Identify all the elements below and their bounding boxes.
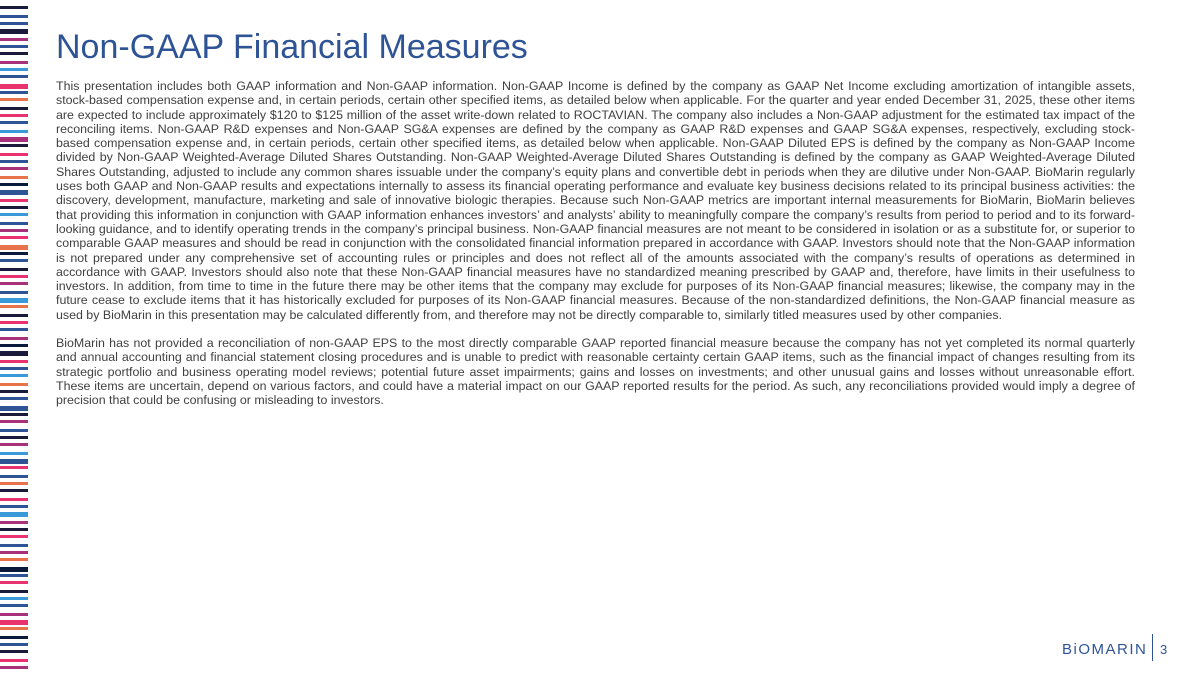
- decorative-stripe: [0, 390, 28, 393]
- page-number: 3: [1160, 642, 1168, 657]
- decorative-stripe: [0, 52, 28, 55]
- decorative-stripe: [0, 383, 28, 386]
- decorative-stripe: [0, 590, 28, 593]
- decorative-stripe: [0, 222, 28, 225]
- decorative-stripe: [0, 413, 28, 416]
- decorative-stripe: [0, 344, 28, 347]
- decorative-stripe: [0, 176, 28, 179]
- decorative-stripe: [0, 429, 28, 432]
- decorative-stripe: [0, 259, 28, 262]
- decorative-stripe: [0, 360, 28, 363]
- decorative-stripe: [0, 567, 28, 572]
- decorative-stripe: [0, 466, 28, 469]
- decorative-stripe: [0, 22, 28, 25]
- decorative-stripe: [0, 613, 28, 616]
- decorative-stripe: [0, 213, 28, 216]
- decorative-stripe: [0, 229, 28, 232]
- decorative-stripe: [0, 397, 28, 400]
- decorative-stripe: [0, 252, 28, 255]
- decorative-stripe-bar: [0, 0, 30, 675]
- decorative-stripe: [0, 328, 28, 331]
- decorative-stripe: [0, 84, 28, 89]
- decorative-stripe: [0, 581, 28, 584]
- decorative-stripe: [0, 475, 28, 478]
- decorative-stripe: [0, 298, 28, 303]
- decorative-stripe: [0, 245, 28, 250]
- decorative-stripe: [0, 528, 28, 531]
- decorative-stripe: [0, 666, 28, 669]
- decorative-stripe: [0, 29, 28, 34]
- decorative-stripe: [0, 107, 28, 110]
- decorative-stripe: [0, 68, 28, 71]
- decorative-stripe: [0, 521, 28, 524]
- decorative-stripe: [0, 45, 28, 48]
- decorative-stripe: [0, 137, 28, 142]
- decorative-stripe: [0, 121, 28, 124]
- decorative-stripe: [0, 459, 28, 464]
- decorative-stripe: [0, 420, 28, 423]
- decorative-stripe: [0, 351, 28, 356]
- decorative-stripe: [0, 627, 28, 630]
- decorative-stripe: [0, 167, 28, 170]
- decorative-stripe: [0, 535, 28, 538]
- decorative-stripe: [0, 153, 28, 156]
- decorative-stripe: [0, 436, 28, 439]
- decorative-stripe: [0, 636, 28, 639]
- decorative-stripe: [0, 643, 28, 646]
- page-title: Non-GAAP Financial Measures: [56, 28, 528, 66]
- decorative-stripe: [0, 505, 28, 508]
- decorative-stripe: [0, 236, 28, 239]
- decorative-stripe: [0, 512, 28, 517]
- decorative-stripe: [0, 650, 28, 653]
- body-text: [56, 79, 1135, 422]
- decorative-stripe: [0, 282, 28, 285]
- decorative-stripe: [0, 659, 28, 662]
- decorative-stripe: [0, 291, 28, 294]
- biomarin-logo: BiOMARIN: [1062, 641, 1148, 658]
- decorative-stripe: [0, 498, 28, 501]
- decorative-stripe: [0, 144, 28, 147]
- decorative-stripe: [0, 367, 28, 370]
- decorative-stripe: [0, 452, 28, 455]
- decorative-stripe: [0, 15, 28, 18]
- decorative-stripe: [0, 314, 28, 317]
- decorative-stripe: [0, 544, 28, 547]
- decorative-stripe: [0, 268, 28, 271]
- decorative-stripe: [0, 190, 28, 195]
- decorative-stripe: [0, 620, 28, 625]
- decorative-stripe: [0, 75, 28, 78]
- decorative-stripe: [0, 206, 28, 209]
- decorative-stripe: [0, 321, 28, 324]
- decorative-stripe: [0, 374, 28, 377]
- decorative-stripe: [0, 38, 28, 41]
- paragraph-reconciliation-note: BioMarin has not provided a reconciliation of non-GAAP EPS to the most directly comparable GAAP reported financial measure because the company has not yet completed its normal quarterly and annual accounting and financial statement closing procedures and is unable to predict with reasonable certainty certain GAAP items, such as the financial impact of changes resulting from its strategic portfolio and business operating model reviews; potential future asset impairments; gains and losses on investments; and other unusual gains and losses without unreasonable effort. These items are uncertain, depend on various factors, and could have a material impact on our GAAP reported results for the period. As such, any reconciliations provided would imply a degree of precision that could be confusing or misleading to investors.: [56, 336, 1135, 408]
- decorative-stripe: [0, 114, 28, 117]
- decorative-stripe: [0, 61, 28, 64]
- decorative-stripe: [0, 406, 28, 411]
- decorative-stripe: [0, 551, 28, 554]
- decorative-stripe: [0, 130, 28, 133]
- decorative-stripe: [0, 558, 28, 561]
- decorative-stripe: [0, 6, 28, 9]
- decorative-stripe: [0, 183, 28, 186]
- decorative-stripe: [0, 160, 28, 163]
- decorative-stripe: [0, 91, 28, 94]
- decorative-stripe: [0, 574, 28, 577]
- decorative-stripe: [0, 305, 28, 308]
- decorative-stripe: [0, 337, 28, 340]
- footer-divider: [1152, 634, 1153, 661]
- decorative-stripe: [0, 604, 28, 607]
- paragraph-non-gaap-definition: This presentation includes both GAAP information and Non-GAAP information. Non-GAAP Income is defined by the company as GAAP Net Income excluding amortization of intangible assets, stock-based compensation expense and, in certain periods, certain other specified items, as detailed below when applicable. For the quarter and year ended December 31, 2025, these other items are expected to include approximately $120 to $125 million of the asset write-down related to ROCTAVIAN. The company also includes a Non-GAAP adjustment for the estimated tax impact of the reconciling items. Non-GAAP R&D expenses and Non-GAAP SG&A expenses are defined by the company as GAAP R&D expenses and GAAP SG&A expenses, respectively, excluding stock-based compensation expense and, in certain periods, certain other specified items, as detailed below when applicable. Non-GAAP Diluted EPS is defined by the company as Non-GAAP Income divided by Non-GAAP Weighted-Average Diluted Shares Outstanding. Non-GAAP Weighted-Average Diluted Shares Outstanding is defined by the company as GAAP Weighted-Average Diluted Shares Outstanding, adjusted to include any common shares issuable under the company’s equity plans and convertible debt in periods when they are dilutive under Non-GAAP. BioMarin regularly uses both GAAP and Non-GAAP results and expectations internally to assess its financial operating performance and evaluate key business decisions related to its principal business activities: the discovery, development, manufacture, marketing and sale of innovative biologic therapies. Because such Non-GAAP metrics are important internal measurements for BioMarin, BioMarin believes that providing this information in conjunction with GAAP information enhances investors’ and analysts’ ability to meaningfully compare the company’s results from period to period and to its forward-looking guidance, and to identify operating trends in the company’s principal business. Non-GAAP financial measures are not meant to be considered in isolation or as a substitute for, or superior to comparable GAAP measures and should be read in conjunction with the consolidated financial information prepared in accordance with GAAP. Investors should note that the Non-GAAP information is not prepared under any comprehensive set of accounting rules or principles and does not reflect all of the amounts associated with the company’s results of operations as determined in accordance with GAAP. Investors should also note that these Non-GAAP financial measures have no standardized meaning prescribed by GAAP and, therefore, have limits in their usefulness to investors. In addition, from time to time in the future there may be other items that the company may exclude for purposes of its Non-GAAP financial measures; likewise, the company may in the future cease to exclude items that it has historically excluded for purposes of its Non-GAAP financial measures. Because of the non-standardized definitions, the Non-GAAP financial measure as used by BioMarin in this presentation may be calculated differently from, and therefore may not be directly comparable to, similarly titled measures used by other companies.: [56, 79, 1135, 322]
- decorative-stripe: [0, 199, 28, 202]
- decorative-stripe: [0, 443, 28, 446]
- decorative-stripe: [0, 98, 28, 101]
- decorative-stripe: [0, 489, 28, 492]
- decorative-stripe: [0, 275, 28, 278]
- decorative-stripe: [0, 482, 28, 485]
- decorative-stripe: [0, 597, 28, 600]
